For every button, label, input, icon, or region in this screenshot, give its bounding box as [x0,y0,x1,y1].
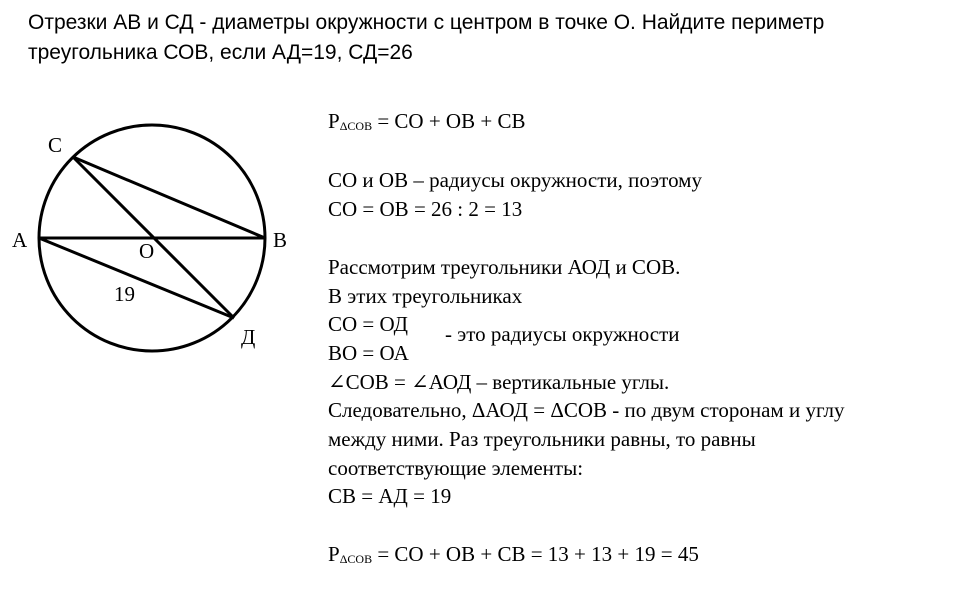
solution [328,0,943,605]
problem-line-1: Отрезки АВ и СД - диаметры окружности с центром в точке О. Найдите периметр [28,11,825,34]
perimeter-subscript: ΔСОВ [339,119,373,133]
chord-CB [73,157,265,238]
consider-line-2: В этих треугольниках [328,284,523,308]
chord-AD [39,238,234,318]
final-answer [328,540,699,571]
angle-line: ∠СОВ = ∠АОД – вертикальные углы. [328,370,670,394]
final-perimeter-subscript: ΔСОВ [339,552,373,566]
label-O: О [139,239,155,263]
label-A: А [12,228,28,252]
radius-line-1: СО и ОВ – радиусы окружности, поэтому [328,168,702,192]
equality-co-od: СО = ОД [328,312,408,336]
radius-note: - это радиусы окружности [445,322,680,346]
circle-diagram [0,120,310,360]
label-B: В [273,228,288,252]
conclusion-line-1: Следовательно, ΔАОД = ΔСОВ - по двум сторонам и углу [328,398,845,422]
conclusion-line-2: между ними. Раз треугольники равны, то равны [328,427,756,451]
cb-equality: СВ = АД = 19 [328,484,452,508]
equality-bo-oa: ВО = ОА [328,341,409,365]
perimeter-definition [328,107,525,138]
conclusion-line-3: соответствующие элементы: [328,456,584,480]
consider-line-1: Рассмотрим треугольники АОД и СОВ. [328,255,681,279]
label-D: Д [241,325,256,349]
final-perimeter-symbol: P [328,542,340,566]
radius-line-2: СО = ОВ = 26 : 2 = 13 [328,197,523,221]
label-AD-length: 19 [114,282,135,306]
perimeter-formula: = СО + ОВ + СВ [372,109,526,133]
problem-line-2: треугольника СОВ, если АД=19, СД=26 [28,41,413,64]
final-formula: = СО + ОВ + СВ = 13 + 13 + 19 = 45 [372,542,699,566]
label-C: С [48,133,63,157]
perimeter-symbol: P [328,109,340,133]
